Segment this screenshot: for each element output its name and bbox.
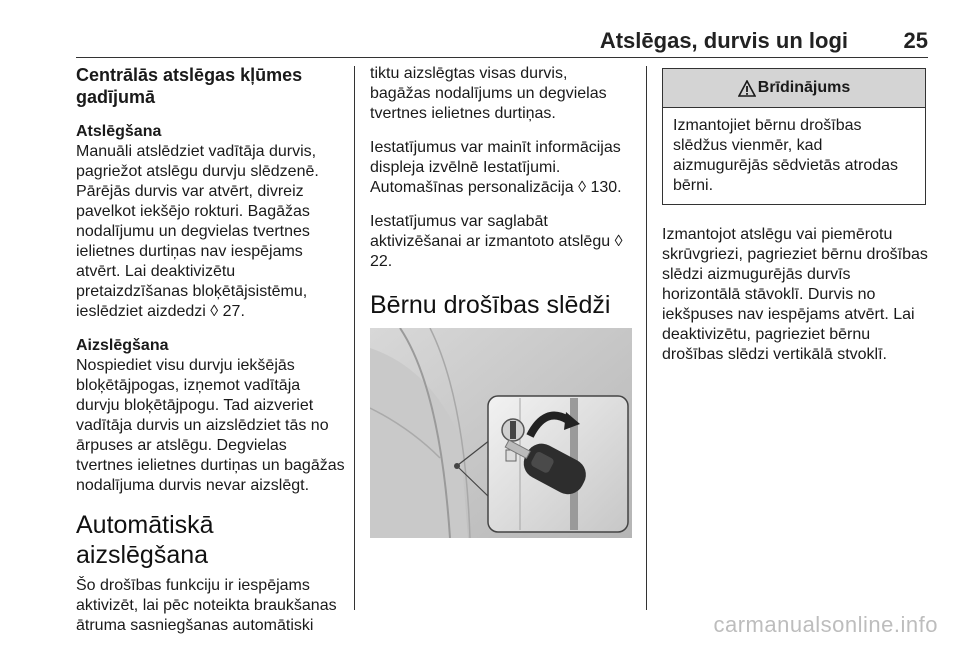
subheading-locking: Aizslēgšana — [76, 337, 169, 354]
warning-icon — [738, 80, 756, 97]
paragraph-unlocking: Manuāli atslēdziet vadītāja durvis, pagriežot atslēgu durvju slēdzenē. Pārējās durvis var atvērt, divreiz pavelkot iekšējo rokturi. Bagāžas nodalījumu un degvielas tvertnes ielietnes durtiņas nav iespējams atvērt. Lai deaktivizētu pretaizdzīšanas bloķētājsistēmu, ieslēdziet aizdedzi ◊ 27. — [76, 143, 319, 320]
page-number: 25 — [903, 28, 928, 53]
warning-header — [663, 69, 925, 108]
column-divider-2 — [646, 66, 647, 610]
column-3 — [662, 64, 932, 379]
header-rule — [76, 57, 928, 58]
column-2 — [370, 64, 632, 538]
paragraph-settings-save: Iestatījumus var saglabāt aktivizēšanai ar izmantoto atslēgu ◊ 22. — [370, 213, 623, 270]
column-divider-1 — [354, 66, 355, 610]
warning-box — [662, 68, 926, 205]
paragraph-auto-lock-continued: tiktu aizslēgtas visas durvis, bagāžas nodalījums un degvielas tvertnes ielietnes durtiņas. — [370, 65, 607, 122]
subheading-unlocking: Atslēgšana — [76, 123, 162, 140]
running-header-title: Atslēgas, durvis un logi — [599, 28, 848, 53]
section-title-central-lock-failure: Centrālās atslēgas kļūmes gadījumā — [76, 65, 303, 107]
column-1 — [76, 64, 346, 650]
paragraph-child-lock-usage: Izmantojot atslēgu vai piemērotu skrūvgriezi, pagrieziet bērnu drošības slēdzi aizmugurējās durvīs horizontālā stāvoklī. Durvis no iekšpuses nav iespējams atvērt. Lai deaktivizētu, pagrieziet bērnu drošības slēdzi vertikālā stvoklī. — [662, 226, 928, 363]
warning-title: Brīdinājums — [757, 79, 851, 96]
section-title-child-locks: Bērnu drošības slēdži — [370, 291, 611, 319]
paragraph-locking: Nospiediet visu durvju iekšējās bloķētājpogas, izņemot vadītāja durvju bloķētājpogu. Tad aizveriet vadītāja durvis un aizslēdziet tās no ārpuses ar atslēgu. Degvielas tvertnes ielietnes durtiņas un bagāžas nodalījuma durvis nevar aizslēgt. — [76, 357, 345, 494]
watermark: carmanualsonline.info — [713, 612, 938, 637]
child-lock-illustration — [370, 328, 632, 538]
section-title-automatic-locking: Automātiskā aizslēgšana — [76, 511, 214, 569]
warning-text: Izmantojiet bērnu drošības slēdžus vienmēr, kad aizmugurējās sēdvietās atrodas bērni. — [673, 117, 899, 194]
paragraph-settings-change: Iestatījumus var mainīt informācijas displeja izvēlnē Iestatījumi. Automašīnas personalizācija ◊ 130. — [370, 139, 622, 196]
paragraph-automatic-locking: Šo drošības funkciju ir iespējams aktivizēt, lai pēc noteikta braukšanas ātruma sasniegšanas automātiski — [76, 577, 337, 634]
